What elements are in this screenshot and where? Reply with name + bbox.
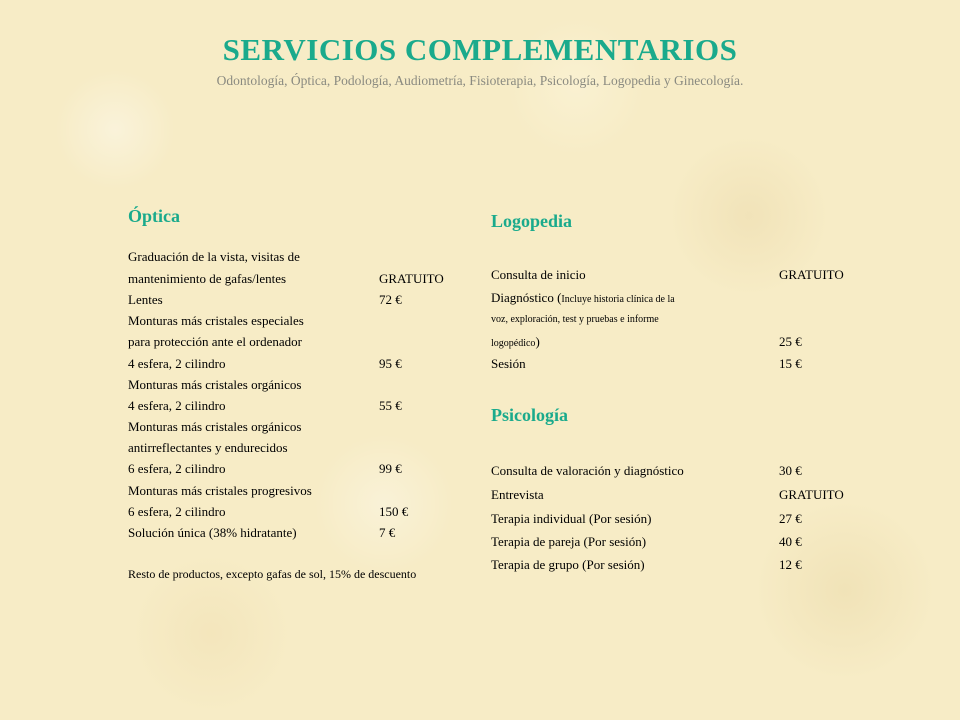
psicologia-row-price: 30 € xyxy=(779,463,802,478)
logopedia-row-label: Sesión xyxy=(491,356,526,371)
optica-note: Resto de productos, excepto gafas de sol, 15% de descuento xyxy=(128,567,417,581)
diagnostico-detail: logopédico xyxy=(491,338,536,349)
diagnostico-detail: Incluye historia clínica de la xyxy=(561,294,675,305)
diagnostico-label: Diagnóstico ( xyxy=(491,290,562,305)
optica-price: 150 € xyxy=(379,504,409,519)
optica-line: 4 esfera, 2 cilindro xyxy=(128,356,226,371)
psicologia-heading: Psicología xyxy=(491,405,568,425)
optica-price: 99 € xyxy=(379,461,402,476)
optica-price: GRATUITO xyxy=(379,271,444,286)
psicologia-row-price: 12 € xyxy=(779,557,802,572)
optica-line: 6 esfera, 2 cilindro xyxy=(128,504,226,519)
psicologia-row-label: Terapia individual (Por sesión) xyxy=(491,511,652,526)
optica-price: 7 € xyxy=(379,525,396,540)
psicologia-row-label: Terapia de pareja (Por sesión) xyxy=(491,534,647,549)
optica-price: 72 € xyxy=(379,292,402,307)
diagnostico-close: ) xyxy=(535,334,540,349)
optica-price: 55 € xyxy=(379,398,402,413)
logopedia-heading: Logopedia xyxy=(491,211,573,231)
optica-line: Lentes xyxy=(128,292,163,307)
diagnostico-end xyxy=(491,334,540,352)
psicologia-row-label: Entrevista xyxy=(491,487,544,502)
psicologia-row-label: Terapia de grupo (Por sesión) xyxy=(491,557,645,572)
logopedia-row-price: 15 € xyxy=(779,356,802,371)
optica-line: antirreflectantes y endurecidos xyxy=(128,440,288,455)
logopedia-diagnostico xyxy=(491,290,675,308)
diagnostico-detail: voz, exploración, test y pruebas e informe xyxy=(491,314,659,325)
optica-price: 95 € xyxy=(379,356,402,371)
optica-line: Solución única (38% hidratante) xyxy=(128,525,297,540)
logopedia-row-label: Consulta de inicio xyxy=(491,267,586,282)
optica-line: 4 esfera, 2 cilindro xyxy=(128,398,226,413)
page-title: SERVICIOS COMPLEMENTARIOS xyxy=(222,32,738,67)
optica-line: Monturas más cristales orgánicos xyxy=(128,377,302,392)
optica-line: 6 esfera, 2 cilindro xyxy=(128,461,226,476)
optica-line: para protección ante el ordenador xyxy=(128,334,302,349)
psicologia-row-price: GRATUITO xyxy=(779,487,844,502)
logopedia-row-price: GRATUITO xyxy=(779,267,844,282)
psicologia-row-price: 40 € xyxy=(779,534,802,549)
optica-line: Graduación de la vista, visitas de xyxy=(128,249,300,264)
psicologia-row-label: Consulta de valoración y diagnóstico xyxy=(491,463,684,478)
optica-line: mantenimiento de gafas/lentes xyxy=(128,271,287,286)
logopedia-row-price: 25 € xyxy=(779,334,802,349)
page-subtitle: Odontología, Óptica, Podología, Audiometría, Fisioterapia, Psicología, Logopedia y Ginecología. xyxy=(216,73,744,88)
psicologia-row-price: 27 € xyxy=(779,511,802,526)
optica-line: Monturas más cristales orgánicos xyxy=(128,419,302,434)
optica-line: Monturas más cristales especiales xyxy=(128,313,304,328)
optica-line: Monturas más cristales progresivos xyxy=(128,483,312,498)
optica-heading: Óptica xyxy=(128,206,180,226)
